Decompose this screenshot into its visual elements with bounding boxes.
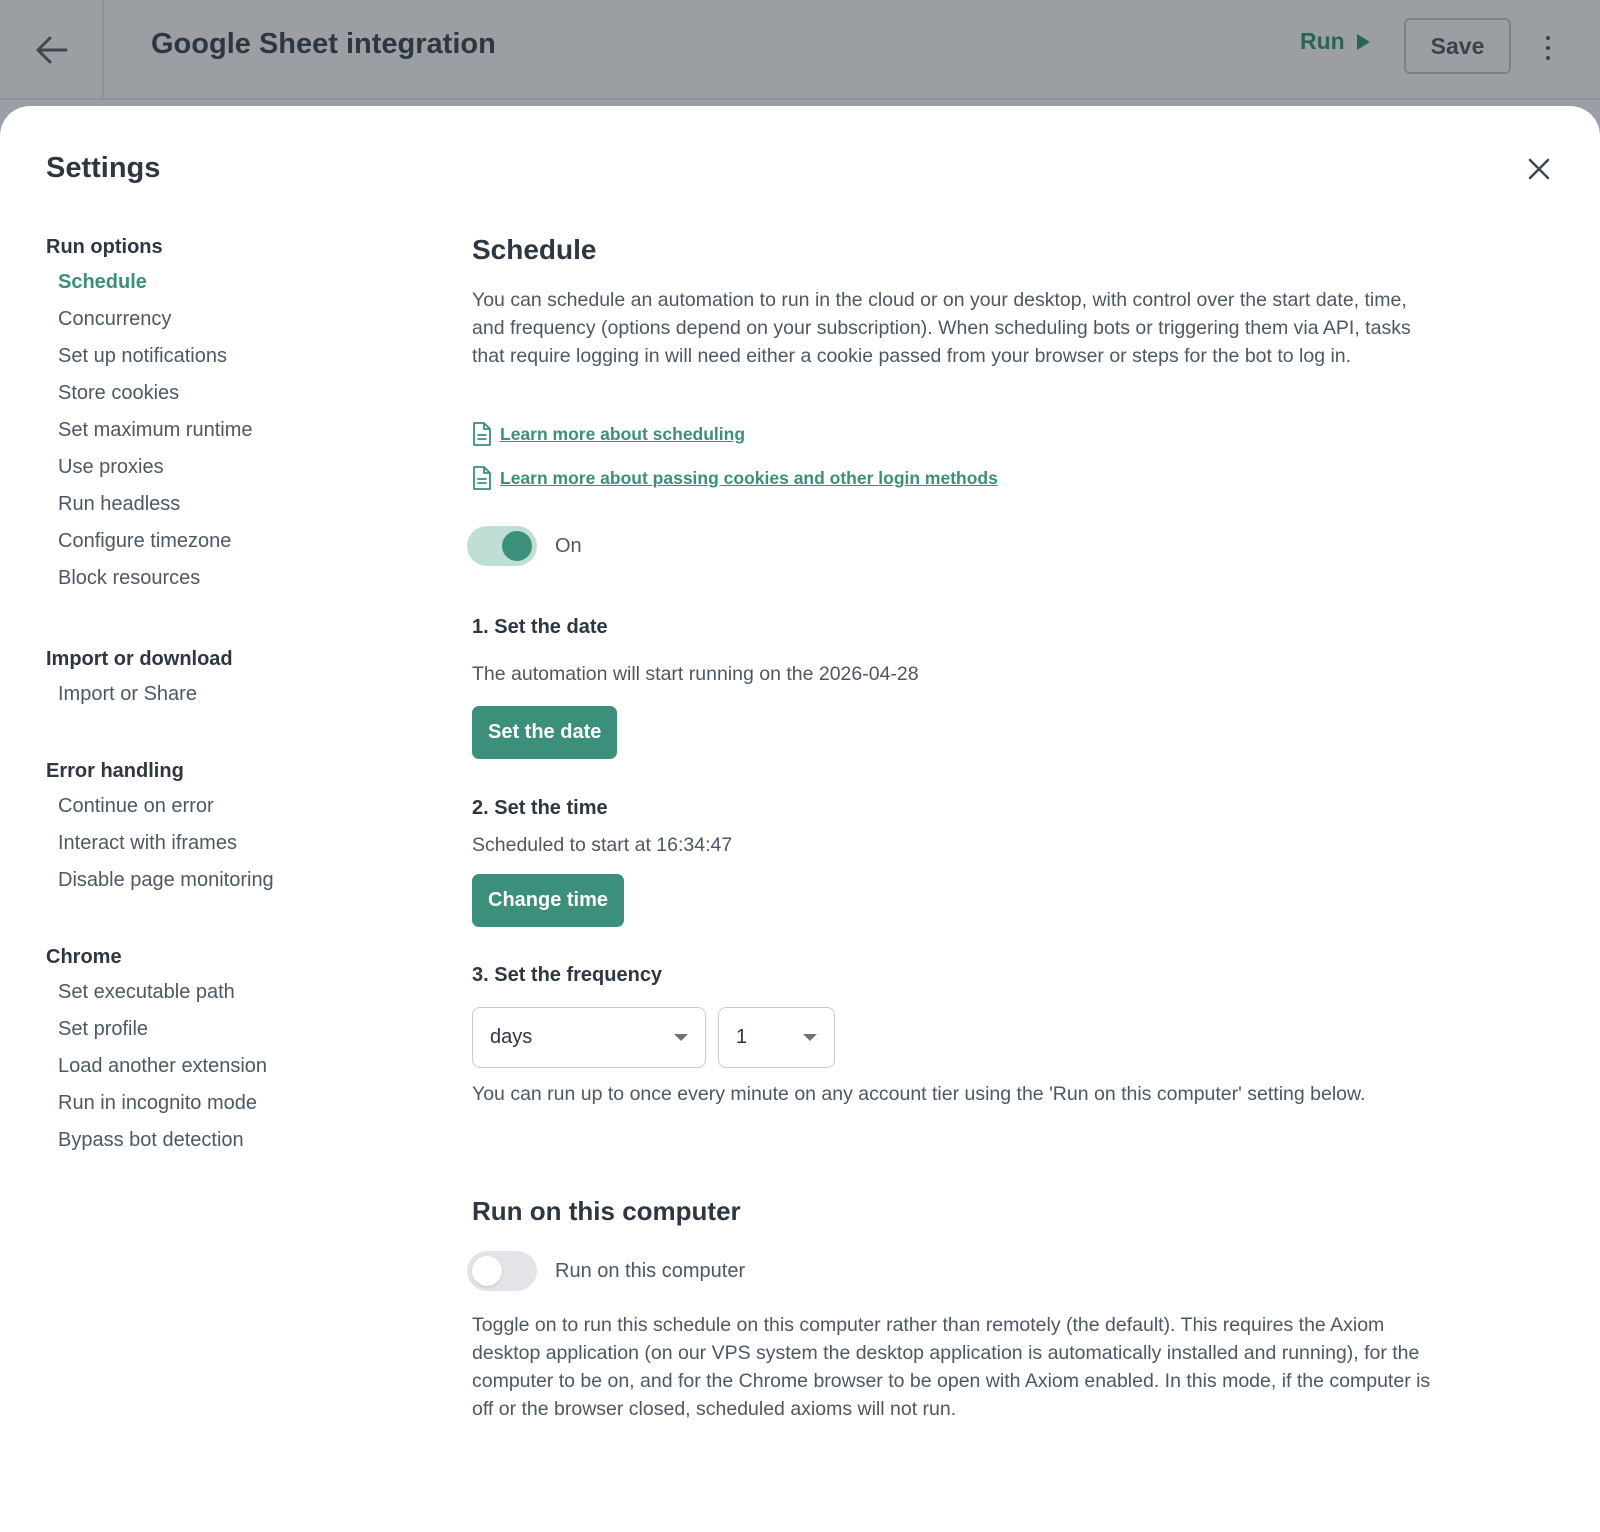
schedule-description: You can schedule an automation to run in the cloud or on your desktop, with control over the start date, time, and frequency (options depend on your subscription). When scheduling bots or triggering them via API, tasks that require logging in will need either a cookie passed from your browser or steps for the bot to log in. [472, 289, 1411, 367]
sidebar-group-error-handling [46, 758, 406, 944]
sidebar-item-headless[interactable]: Run headless [58, 493, 181, 515]
close-icon[interactable] [1524, 154, 1554, 184]
run-button-label: Run [1300, 28, 1345, 54]
frequency-unit-value: days [490, 1026, 533, 1048]
settings-sidebar [46, 234, 406, 1159]
chevron-down-icon [803, 1034, 817, 1041]
schedule-toggle[interactable] [467, 526, 537, 566]
document-icon [472, 466, 492, 490]
frequency-value: 1 [736, 1026, 748, 1048]
run-local-toggle[interactable] [467, 1251, 537, 1291]
sidebar-item-schedule[interactable]: Schedule [58, 271, 147, 293]
chevron-down-icon [674, 1034, 688, 1041]
sidebar-item-page-monitoring[interactable]: Disable page monitoring [58, 869, 274, 891]
set-time-title: 2. Set the time [472, 797, 608, 819]
sidebar-item-profile[interactable]: Set profile [58, 1018, 149, 1040]
set-date-button[interactable]: Set the date [472, 706, 617, 759]
frequency-note: You can run up to once every minute on any account tier using the 'Run on this computer' setting below. [472, 1083, 1366, 1105]
save-button[interactable]: Save [1404, 18, 1511, 74]
sidebar-item-block-resources[interactable]: Block resources [58, 567, 201, 589]
sidebar-item-notifications[interactable]: Set up notifications [58, 345, 227, 367]
sidebar-item-max-runtime[interactable]: Set maximum runtime [58, 419, 253, 441]
top-bar [0, 0, 1600, 100]
play-icon [1355, 33, 1371, 51]
schedule-heading: Schedule [472, 234, 597, 265]
run-local-toggle-wrap [467, 1251, 745, 1291]
sidebar-group-title: Error handling [46, 760, 184, 782]
sidebar-item-iframes[interactable]: Interact with iframes [58, 832, 237, 854]
sidebar-group-chrome [46, 944, 406, 1159]
back-button[interactable] [0, 0, 104, 100]
run-button[interactable] [1300, 28, 1371, 55]
sidebar-item-executable-path[interactable]: Set executable path [58, 981, 235, 1003]
schedule-toggle-label: On [555, 534, 582, 557]
page-title: Google Sheet integration [151, 28, 496, 60]
learn-cookies-link[interactable]: Learn more about passing cookies and other login methods [500, 467, 998, 488]
set-frequency-title: 3. Set the frequency [472, 964, 663, 986]
run-local-heading: Run on this computer [472, 1196, 741, 1226]
modal-title: Settings [46, 152, 161, 184]
learn-scheduling-link-row[interactable] [472, 422, 745, 446]
sidebar-group-title: Import or download [46, 648, 233, 670]
start-date-text: The automation will start running on the 2026-04-28 [472, 663, 919, 685]
sidebar-group-title: Run options [46, 236, 163, 258]
sidebar-group-run-options [46, 234, 406, 646]
run-local-toggle-label: Run on this computer [555, 1259, 746, 1282]
frequency-value-select[interactable] [718, 1007, 835, 1068]
learn-cookies-link-row[interactable] [472, 466, 998, 490]
sidebar-item-extension[interactable]: Load another extension [58, 1055, 268, 1077]
schedule-toggle-row [467, 526, 582, 566]
document-icon [472, 422, 492, 446]
sidebar-item-proxies[interactable]: Use proxies [58, 456, 164, 478]
settings-modal [0, 106, 1600, 1532]
sidebar-item-timezone[interactable]: Configure timezone [58, 530, 232, 552]
sidebar-item-bot-detection[interactable]: Bypass bot detection [58, 1129, 244, 1151]
sidebar-group-import [46, 646, 406, 758]
sidebar-item-continue-on-error[interactable]: Continue on error [58, 795, 214, 817]
more-options-icon[interactable] [1536, 28, 1560, 68]
change-time-button[interactable]: Change time [472, 874, 624, 927]
learn-scheduling-link[interactable]: Learn more about scheduling [500, 423, 746, 444]
sidebar-item-import-share[interactable]: Import or Share [58, 683, 197, 705]
start-time-text: Scheduled to start at 16:34:47 [472, 834, 733, 856]
run-local-description: Toggle on to run this schedule on this computer rather than remotely (the default). This requires the Axiom desktop application (on our VPS system the desktop application is automatically installed and running), for the computer to be on, and for the Chrome browser to be open with Axiom enabled. In this mode, if the computer is off or the browser closed, scheduled axioms will not run. [472, 1314, 1431, 1420]
sidebar-item-store-cookies[interactable]: Store cookies [58, 382, 180, 404]
frequency-unit-select[interactable] [472, 1007, 706, 1068]
sidebar-item-incognito[interactable]: Run in incognito mode [58, 1092, 258, 1114]
set-date-title: 1. Set the date [472, 616, 608, 638]
sidebar-item-concurrency[interactable]: Concurrency [58, 308, 172, 330]
sidebar-group-title: Chrome [46, 946, 122, 968]
arrow-left-icon [34, 35, 68, 65]
